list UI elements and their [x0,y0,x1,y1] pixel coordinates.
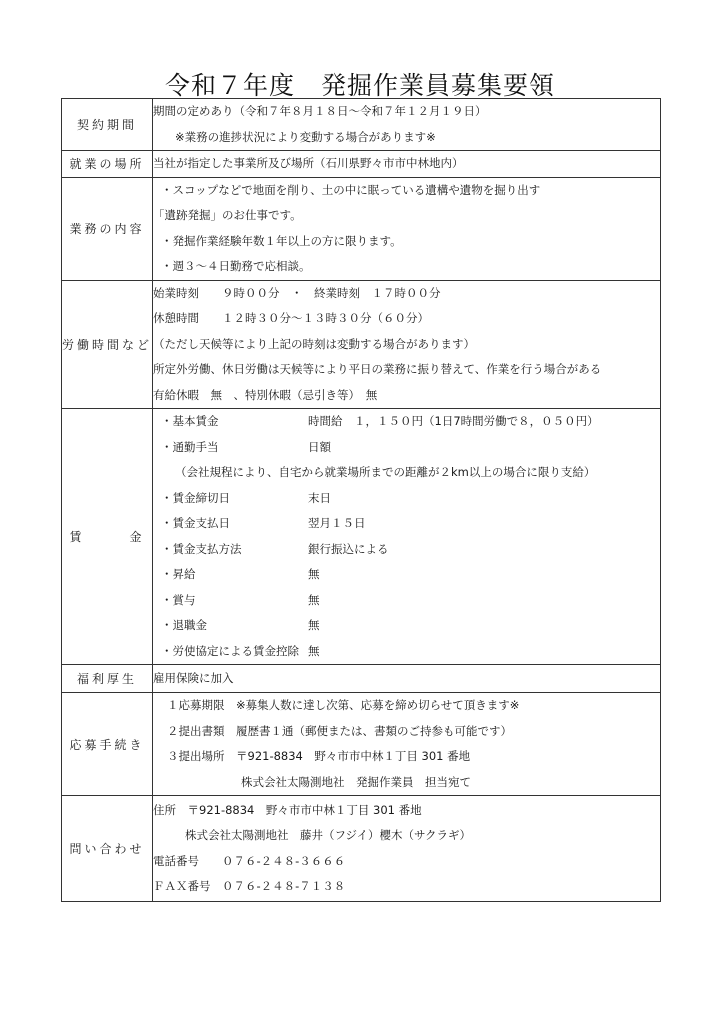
wage-value: 無 [308,618,320,632]
wage-key: ・賃金締切日 [161,490,230,505]
row-contact [62,796,661,902]
wage-item [153,435,660,461]
label-application: 応募手続き [62,693,153,796]
wage-item [153,537,660,563]
contact-phone: 電話番号 ０７６-２４８-３６６６ [153,853,346,868]
wage-item [153,486,660,512]
wage-value: 時間給 １，１５０円（1日7時間労働で８，０５０円） [308,414,599,428]
label-wages: 賃 金 [62,409,153,665]
duties-line: ・週３～４日勤務で応相談。 [161,259,311,273]
application-line: １応募期限 ※募集人数に達し次第、応募を締め切らせて頂きます※ [167,698,520,712]
recruitment-table [61,98,661,902]
content-wages [153,409,661,665]
content-duties [153,177,661,280]
hours-line: 始業時刻 ９時００分 ・ 終業時刻 １７時００分 [153,285,441,300]
row-work-location [62,151,661,178]
wage-key: ・通勤手当 [161,439,219,454]
label-contact: 問い合わせ [62,796,153,902]
application-line: 株式会社太陽測地社 発掘作業員 担当宛て [241,774,471,789]
hours-line: 所定外労働、休日労働は天候等により平日の業務に振り替えて、作業を行う場合がある [153,362,602,376]
wage-note: （会社規程により、自宅から就業場所までの距離が２km以上の場合に限り支給） [175,465,596,479]
wage-value: 末日 [308,490,331,505]
wage-value: 翌月１５日 [308,516,366,530]
hours-line: 休憩時間 １２時３０分～１３時３０分（６０分） [153,311,429,325]
work-location-text: 当社が指定した事業所及び場所（石川県野々市市中林地内） [153,156,464,170]
hours-line: （ただし天候等により上記の時刻は変動する場合があります） [153,336,475,351]
content-application [153,693,661,796]
wage-item [153,613,660,639]
wage-key: ・昇給 [161,567,196,581]
contact-fax: ＦＡＸ番号 ０７６-２４８-７１３８ [153,879,346,893]
wage-value: 銀行振込による [308,541,389,556]
label-contract-period: 契約期間 [62,99,153,151]
content-work-location [153,151,661,178]
wage-key: ・賃金支払方法 [161,541,242,556]
duties-line: 「遺跡発掘」のお仕事です。 [153,208,302,222]
wage-key: ・賃金支払日 [161,516,230,530]
row-duties [62,177,661,280]
row-application [62,693,661,796]
content-working-hours [153,280,661,409]
application-line: ２提出書類 履歴書１通（郵便または、書類のご持参も可能です） [167,723,512,738]
label-welfare: 福利厚生 [62,665,153,693]
wage-item [153,409,660,435]
content-contract-period [153,99,661,151]
content-welfare [153,665,661,693]
application-line: ３提出場所 〒921-8834 野々市市中林１丁目 301 番地 [167,749,471,763]
wage-value: 日額 [308,439,331,454]
row-wages [62,409,661,665]
row-contract-period [62,99,661,151]
label-work-location: 就業の場所 [62,151,153,178]
wage-item [153,639,660,665]
wage-value: 無 [308,592,320,607]
wage-item [153,511,660,537]
label-working-hours: 労働時間など [62,280,153,409]
label-duties: 業務の内容 [62,177,153,280]
contract-period-note: ※業務の進捗状況により変動する場合があります※ [175,129,436,144]
wage-key: ・退職金 [161,618,207,632]
wage-key: ・労使協定による賃金控除 [161,643,299,658]
hours-line: 有給休暇 無 、特別休暇（忌引き等） 無 [153,387,378,402]
duties-line: ・スコップなどで地面を削り、土の中に眠っている遺構や遺物を掘り出す [161,182,541,197]
content-contact [153,796,661,902]
contact-address: 住所 〒921-8834 野々市市中林１丁目 301 番地 [153,802,422,817]
contract-period-text: 期間の定めあり（令和７年８月１８日～令和７年１２月１９日） [153,104,487,118]
wage-key: ・賞与 [161,592,196,607]
contact-company: 株式会社太陽測地社 藤井（フジイ）櫻木（サクラギ） [185,828,472,842]
row-working-hours [62,280,661,409]
wage-item [153,562,660,588]
row-welfare [62,665,661,693]
wage-key: ・基本賃金 [161,414,219,428]
duties-line: ・発掘作業経験年数１年以上の方に限ります。 [161,233,402,248]
wage-value: 無 [308,567,320,581]
wage-value: 無 [308,643,320,658]
wage-item [153,588,660,614]
document-title: 令和７年度 発掘作業員募集要領 [164,71,555,100]
welfare-text: 雇用保険に加入 [153,670,234,685]
